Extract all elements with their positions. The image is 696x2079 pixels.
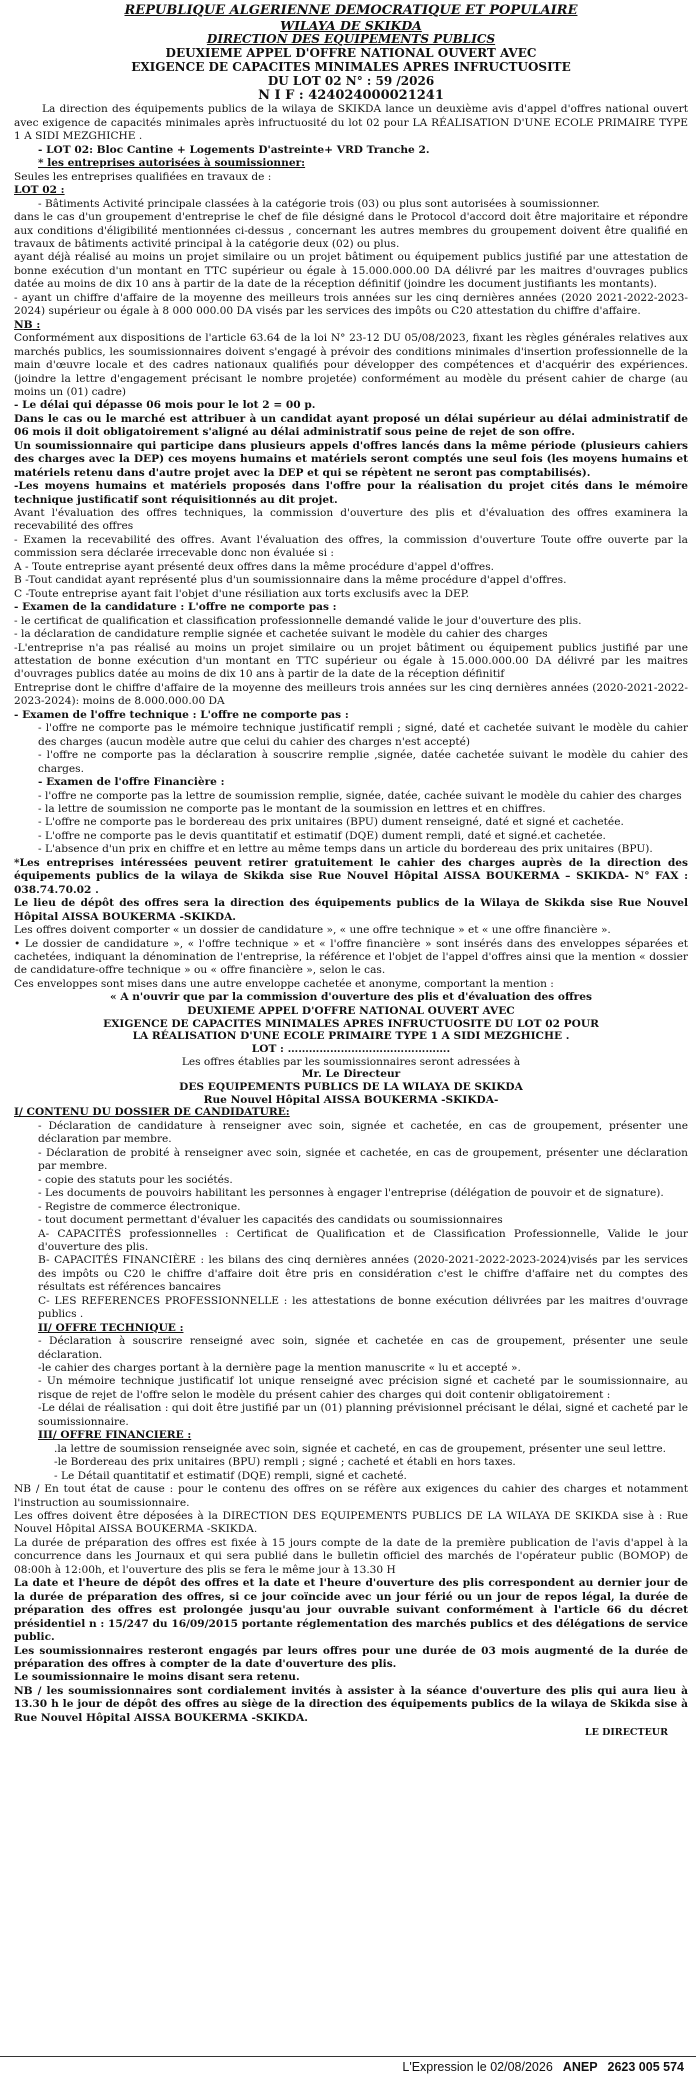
envelope-mention-intro: Ces enveloppes sont mises dans une autre enveloppe cachetée et anonyme, comportant la mention :: [14, 977, 554, 990]
technical-exam-2: - l'offre ne comporte pas la déclaration à souscrire remplie ,signée, datée cachetée suivant le modèle du cahier des charges.: [38, 749, 688, 775]
financial-exam-4: - L'offre ne comporte pas le devis quantitatif et estimatif (DQE) dument rempli, daté et signé.et cachetée.: [38, 829, 606, 842]
envelope-block: [14, 1005, 688, 1107]
candidature-item-6: - tout document permettant d'évaluer les capacités des candidats ou soumissionnaires: [38, 1214, 503, 1227]
technical-exam-1: - l'offre ne comporte pas le mémoire technique justificatif rempli ; signé, daté et cachetée suivant le modèle du cahier des charges (aucun modèle autre que celui du cahier des charges n'est accepté): [38, 722, 688, 748]
financial-exam-5: - L'absence d'un prix en chiffre et en lettre au même temps dans un article du bordereau des prix unitaires (BPU).: [38, 843, 653, 856]
envelope-line-3: LA RÉALISATION D'UNE ECOLE PRIMAIRE TYPE 1 A SIDI MEZGHICHE .: [132, 1030, 570, 1043]
rejection-b: B -Tout candidat ayant représenté plus d'un soumissionnaire dans la même procédure d'appel d'offres.: [14, 574, 567, 587]
envelope-direction: DES EQUIPEMENTS PUBLICS DE LA WILAYA DE SKIKDA: [179, 1081, 523, 1094]
eligible-intro: Seules les entreprises qualifiées en travaux de :: [14, 170, 272, 183]
candidature-item-5: - Registre de commerce électronique.: [38, 1200, 241, 1213]
multiple-calls-paragraph: Un soumissionnaire qui participe dans plusieurs appels d'offres lancés dans la même période (plusieurs cahiers des charges avec la DEP) ces moyens humains et matériels seront comptés une seul fois (les moyens humains et matériels retenu dans d'autre projet avec la DEP et qui se répètent ne seront pas comptabilisés).: [14, 439, 688, 479]
header-block: [14, 4, 688, 103]
insertion-paragraph: Conformément aux dispositions de l'article 63.64 de la loi N° 23-12 DU 05/08/2023, fixant les règles générales relatives aux marchés publics, les soumissionnaires doivent s'engagé à prévoir des conditions minimales d'insertion professionnelle de la main d'œuvre locale et des cadres nationaux qualifiés pour développer des compétences et d'acquérir des expériences. (joindre la lettre d'engagement précisant le nombre projetée) conformément au modèle du présent cahier de charge (au moins un (01) cadre): [14, 332, 688, 398]
republic-title: REPUBLIQUE ALGERIENNE DEMOCRATIQUE ET POPULAIRE: [124, 3, 578, 18]
rejection-a: A - Toute entreprise ayant présenté deux offres dans la même procédure d'appel d'offres.: [14, 560, 495, 573]
candidature-item-2: - Déclaration de probité à renseigner avec soin, signée et cachetée, en cas de groupement, présenter une déclaration par membre.: [38, 1146, 688, 1173]
publication-line: L'Expression le 02/08/2026: [402, 2060, 553, 2075]
envelope-paragraph: • Le dossier de candidature », « l'offre technique » et « l'offre financière » sont insérés dans des enveloppes séparées et cachetées, indiquant la dénomination de l'entreprise, la référence et l'objet de l'appel d'offres ainsi que la mention « dossier de candidature-offre technique » ou « offre financière », selon le cas.: [14, 937, 688, 977]
intro-paragraph: La direction des équipements publics de la wilaya de SKIKDA lance un deuxième avis d'appel d'offres national ouvert avec exigence de capacités minimales après infructuosité du lot 02 pour LA RÉALISATION D'UNE ECOLE PRIMAIRE TYPE 1 A SIDI MEZGHICHE .: [14, 103, 688, 143]
financial-item-1: .la lettre de soumission renseignée avec soin, signée et cacheté, en cas de groupement, présenter une seul lettre.: [54, 1442, 666, 1455]
withdrawal-paragraph: *Les entreprises intéressées peuvent retirer gratuitement le cahier des charges auprès de la direction des équipements publics de la wilaya de Skikda sise Rue Nouvel Hôpital AISSA BOUKERMA – SKIKDA- N° FAX : 038.74.70.02 .: [14, 856, 688, 896]
nif-number: N I F : 424024000021241: [258, 87, 444, 103]
eligibility-project: ayant déjà réalisé au moins un projet similaire ou un projet bâtiment ou équipement publics justifié par une attestation de bonne exécution d'un montant en TTC supérieur ou égale à 15.000.000.00 DA délivré par les maitres d'ouvrages publics datée au moins de dix 10 ans à partir de la date de la réception définitif (joindre les document justifiants les montants).: [14, 251, 688, 291]
section-technical: II/ OFFRE TECHNIQUE :: [38, 1321, 184, 1334]
envelope-address: Rue Nouvel Hôpital AISSA BOUKERMA -SKIKDA-: [203, 1093, 499, 1106]
envelope-line-1: DEUXIEME APPEL D'OFFRE NATIONAL OUVERT AVEC: [187, 1004, 515, 1017]
technical-item-3: - Un mémoire technique justificatif lot unique renseigné avec précision signé et cacheté par le soumissionnaire, au risque de rejet de l'offre selon le modèle du présent cahier des charges qui doit contenir obligatoirement :: [38, 1375, 688, 1401]
envelope-director: Mr. Le Directeur: [301, 1068, 401, 1081]
preparation-duration: La durée de préparation des offres est fixée à 15 jours compte de la date de la première publication de l'avis d'appel à la concurrence dans les Journaux et qui sera publié dans le bulletin officiel des marchés de l'opérateur public (BOMOP) de 08:00h à 12:00h, et l'ouverture des plis se fera le même jour à 13.30 H: [14, 1536, 688, 1576]
financial-item-3: - Le Détail quantitatif et estimatif (DQE) rempli, signé et cacheté.: [54, 1469, 407, 1482]
direction-title: DIRECTION DES EQUIPEMENTS PUBLICS: [206, 32, 496, 47]
envelope-line-2: EXIGENCE DE CAPACITES MINIMALES APRES INFRUCTUOSITE DU LOT 02 POUR: [103, 1017, 599, 1030]
section-financial: III/ OFFRE FINANCIERE :: [38, 1429, 192, 1442]
call-subtitle: EXIGENCE DE CAPACITES MINIMALES APRES INFRUCTUOSITE: [131, 59, 571, 74]
candidature-exam-4: Entreprise dont le chiffre d'affaire de la moyenne des meilleurs trois années sur les cinq dernières années (2020-2021-2022-2023-2024): moins de 8.000.000.00 DA: [14, 681, 688, 708]
section-candidature: I/ CONTENU DU DOSSIER DE CANDIDATURE:: [14, 1106, 290, 1119]
financial-item-2: -le Bordereau des prix unitaires (BPU) rempli ; signé ; cacheté et établi en hors taxes.: [54, 1456, 516, 1469]
opening-invitation: NB / les soumissionnaires sont cordialement invités à assister à la séance d'ouverture des plis qui aura lieu à 13.30 h le jour de dépôt des offres au siège de la direction des équipements publics de la wilaya de Skikda sise à Rue Nouvel Hôpital AISSA BOUKERMA -SKIKDA.: [14, 1684, 688, 1724]
envelope-lot: LOT : ……………………………………….: [251, 1042, 451, 1055]
anep-reference: 2623 005 574: [607, 2060, 684, 2075]
professional-references: C- LES REFERENCES PROFESSIONNELLE : les attestations de bonne exécution délivrées par les maitres d'ouvrage publics .: [38, 1294, 688, 1321]
deposit-paragraph: Les offres doivent être déposées à la DIRECTION DES EQUIPEMENTS PUBLICS DE LA WILAYA DE SKIKDA sise à : Rue Nouvel Hôpital AISSA BOUKERMA -SKIKDA.: [14, 1510, 688, 1536]
delay-rule: - Le délai qui dépasse 06 mois pour le lot 2 = 00 p.: [14, 399, 316, 412]
rejection-c: C -Toute entreprise ayant fait l'objet d'une résiliation aux torts exclusifs avec la DEP.: [14, 587, 470, 600]
technical-item-2: -le cahier des charges portant à la dernière page la mention manuscrite « lu et accepté ».: [38, 1362, 521, 1375]
delay-paragraph: Dans le cas ou le marché est attribuer à un candidat ayant proposé un délai supérieur au délai administratif de 06 mois il doit obligatoirement s'aligné au délai administratif sous peine de rejet de son offre.: [14, 412, 688, 439]
financial-exam-1: - l'offre ne comporte pas la lettre de soumission remplie, signée, datée, cachée suivant le modèle du cahier des charges: [38, 789, 682, 802]
anep-label: ANEP: [562, 2060, 598, 2075]
validity-paragraph: Les soumissionnaires resteront engagés par leurs offres pour une durée de 03 mois augmenté de la durée de préparation des offres à compter de la date d'ouverture des plis.: [14, 1644, 688, 1670]
candidature-exam-2: - la déclaration de candidature remplie signée et cachetée suivant le modèle du cahier des charges: [14, 628, 548, 641]
nb-label: NB :: [14, 318, 41, 331]
technical-item-1: - Déclaration à souscrire renseigné avec soin, signée et cachetée en cas de groupement, présenter une seule déclaration.: [38, 1335, 688, 1361]
financial-exam-heading: - Examen de l'offre Financière :: [38, 776, 225, 789]
evaluation-intro: Avant l'évaluation des offres techniques, la commission d'ouverture des plis et d'évaluation des offres examinera la recevabilité des offres: [14, 507, 688, 533]
candidature-exam-heading: - Examen de la candidature : L'offre ne comporte pas :: [14, 601, 337, 614]
nb-contents: NB / En tout état de cause : pour le contenu des offres on se réfère aux exigences du cahier des charges et notamment l'instruction au soumissionnaire.: [14, 1483, 688, 1509]
financial-exam-2: - la lettre de soumission ne comporte pas le montant de la soumission en lettres et en chiffres.: [38, 803, 546, 815]
deposit-place: Le lieu de dépôt des offres sera la direction des équipements publics de la Wilaya de Skikda sise Rue Nouvel Hôpital AISSA BOUKERMA -SKIKDA.: [14, 897, 688, 923]
resources-paragraph: -Les moyens humains et matériels proposés dans l'offre pour la réalisation du projet cités dans le mémoire technique justificatif sont réquisitionnés au dit projet.: [14, 480, 688, 506]
envelope-addressed: Les offres établies par les soumissionnaires seront adressées à: [181, 1055, 521, 1068]
eligibility-building: - Bâtiments Activité principale classées à la catégorie trois (03) ou plus sont autorisées à soumissionner.: [38, 197, 600, 210]
candidature-item-3: - copie des statuts pour les sociétés.: [38, 1173, 233, 1186]
eligible-heading: * les entreprises autorisées à soumissionner:: [38, 157, 306, 170]
financial-exam-3: - L'offre ne comporte pas le bordereau des prix unitaires (BPU) dument renseigné, daté et signé et cachetée.: [38, 816, 624, 829]
offer-composition: Les offres doivent comporter « un dossier de candidature », « une offre technique » et « une offre financière ».: [14, 924, 611, 937]
award-rule: Le soumissionnaire le moins disant sera retenu.: [14, 1671, 300, 1684]
lot-label: LOT 02 :: [14, 184, 65, 197]
eligibility-turnover: - ayant un chiffre d'affaire de la moyenne des meilleurs trois années sur les cinq dernières années (2020 2021-2022-2023-2024) supérieur ou égale à 8 000 000.00 DA visés par les services des impôts ou C20 attestation du chiffre d'affaire.: [14, 291, 688, 318]
call-title: DEUXIEME APPEL D'OFFRE NATIONAL OUVERT AVEC: [165, 46, 537, 61]
lot-number: DU LOT 02 N° : 59 /2026: [267, 73, 435, 88]
eligibility-group: dans le cas d'un groupement d'entreprise le chef de file désigné dans le Protocol d'accord doit être majoritaire et répondre aux conditions d'éligibilité mentionnées ci-dessus , concernant les autres membres du groupement doivent être qualifié en travaux de bâtiments activité principal à la catégorie deux (02) ou plus.: [14, 211, 688, 250]
candidature-exam-3: -L'entreprise n'a pas réalisé au moins un projet similaire ou un projet bâtiment ou équipement publics justifié par une attestation de bonne exécution d'un montant en TTC supérieur ou égale à 15.000.000.00 DA délivré par les maitres d'ouvrages publics datée au moins de dix 10 ans à partir de la date de la réception définitif: [14, 641, 688, 681]
candidature-item-1: - Déclaration de candidature à renseigner avec soin, signée et cachetée, en cas de groupement, présenter une déclaration par membre.: [38, 1119, 688, 1146]
technical-item-4: -Le délai de réalisation : qui doit être justifié par un (01) planning prévisionnel précisant le délai, signé et cacheté par le soumissionnaire.: [38, 1402, 688, 1428]
technical-exam-heading: - Examen de l'offre technique : L'offre ne comporte pas :: [14, 708, 349, 721]
candidature-exam-1: - le certificat de qualification et classification professionnelle demandé valide le jour d'ouverture des plis.: [14, 614, 582, 627]
lot-description: - LOT 02: Bloc Cantine + Logements D'astreinte+ VRD Tranche 2.: [38, 143, 430, 156]
capacity-professional: A- CAPACITÉS professionnelles : Certificat de Qualification et de Classification Professionnelle, Valide le jour d'ouverture des plis.: [38, 1227, 688, 1253]
envelope-mention: « A n'ouvrir que par la commission d'ouverture des plis et d'évaluation des offres: [110, 991, 592, 1004]
admissibility-heading: - Examen la recevabilité des offres. Avant l'évaluation des offres, la commission d'ouverture Toute offre ouverte par la commission sera déclarée irrecevable donc non évaluée si :: [14, 533, 688, 560]
deadline-paragraph: La date et l'heure de dépôt des offres et la date et l'heure d'ouverture des plis correspondent au dernier jour de la durée de préparation des offres, si ce jour coïncide avec un jour férié ou un jour de repos légal, la durée de préparation des offres est prolongée jusqu'au jour ouvrable suivant conformément à l'article 66 du décret présidentiel n : 15/247 du 16/09/2015 portante réglementation des marchés publics et des délégations de service public.: [14, 1577, 688, 1644]
footer-bar: [0, 2056, 696, 2079]
candidature-item-4: - Les documents de pouvoirs habilitant les personnes à engager l'entreprise (délégation de pouvoir et de signature).: [38, 1187, 664, 1200]
wilaya-title: WILAYA DE SKIKDA: [280, 17, 422, 33]
signature: LE DIRECTEUR: [584, 1727, 668, 1739]
capacity-financial: B- CAPACITÉS FINANCIÈRE : les bilans des cinq dernières années (2020-2021-2022-2023-2024)visés par les services des impôts ou C20 le chiffre d'affaire doit être pris en considération c'est le chiffre d'affaire net du comptes des résultats est références bancaires: [38, 1254, 688, 1294]
